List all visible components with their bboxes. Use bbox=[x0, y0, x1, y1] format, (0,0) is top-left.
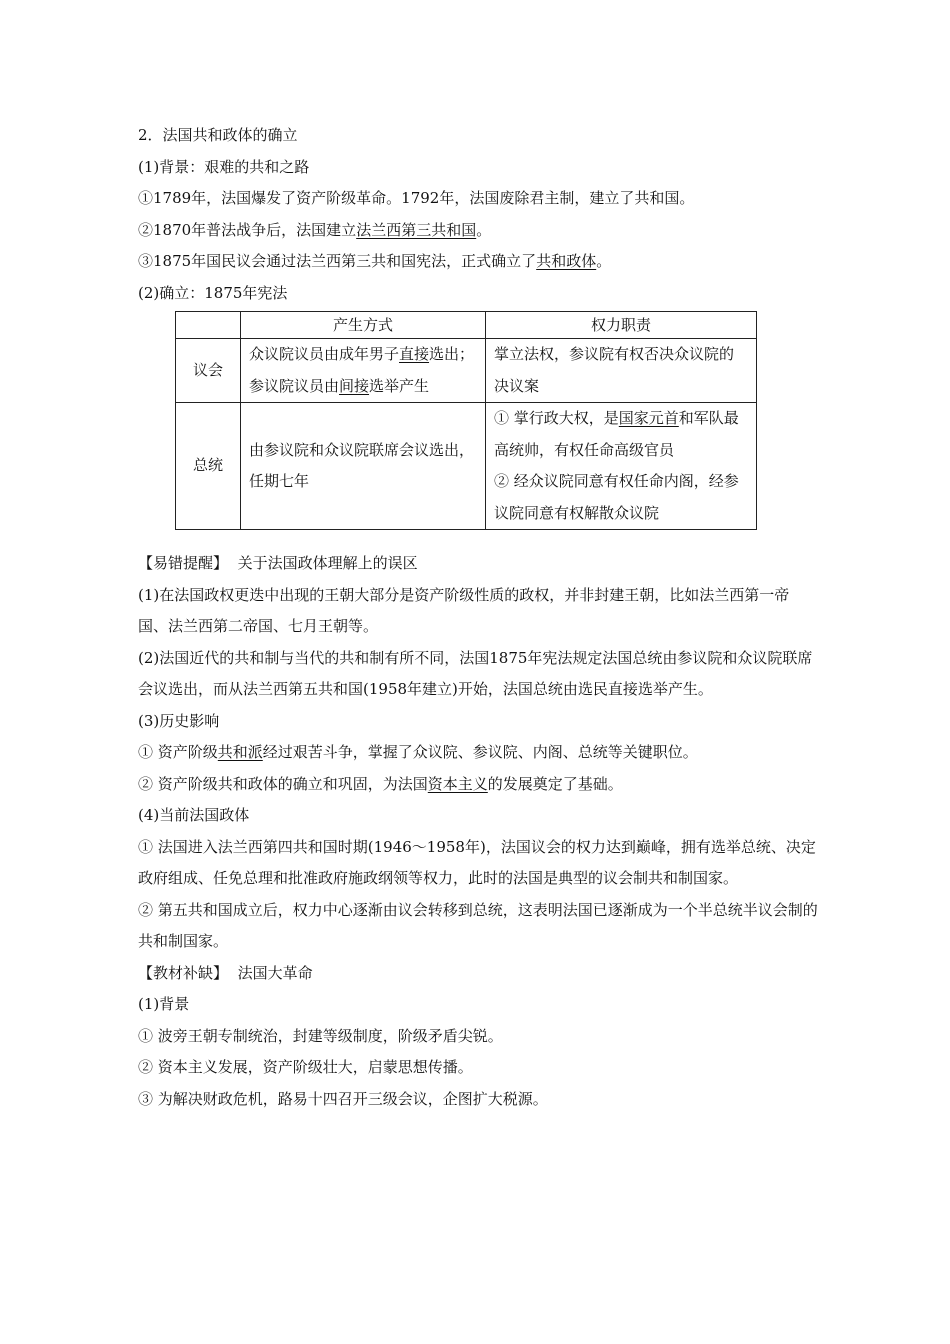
document-body bbox=[138, 120, 818, 1115]
background-heading: (1)背景：艰难的共和之路 bbox=[138, 157, 310, 176]
text-segment: 。 bbox=[476, 220, 492, 239]
text-segment: ③1875年国民议会通过法兰西第三共和国宪法，正式确立了 bbox=[138, 252, 537, 270]
underlined-term: 国家元首 bbox=[618, 409, 679, 427]
supplement-background-heading: (1)背景 bbox=[138, 995, 190, 1013]
tip-paragraph-1: (1)在法国政权更迭中出现的王朝大部分是资产阶级性质的政权，并非封建王朝，比如法兰西第一帝国、法兰西第二帝国、七月王朝等。 bbox=[138, 585, 790, 635]
background-item-1: ①1789年，法国爆发了资产阶级革命。1792年，法国废除君主制，建立了共和国。 bbox=[138, 189, 695, 207]
background-item-2 bbox=[138, 215, 818, 247]
table-header-method: 产生方式 bbox=[241, 312, 486, 339]
text-segment: ② 资产阶级共和政体的确立和巩固，为法国 bbox=[138, 774, 428, 793]
text-segment: 经过艰苦斗争，掌握了众议院、参议院、内阁、总统等关键职位。 bbox=[262, 743, 698, 761]
parliament-method-cell bbox=[241, 339, 486, 403]
table-row bbox=[176, 339, 757, 403]
supplement-title: 法国大革命 bbox=[237, 963, 313, 982]
impact-heading: (3)历史影响 bbox=[138, 711, 220, 730]
text-segment: 和军队最高统帅，有权任命高级官员 bbox=[494, 409, 739, 459]
tip-paragraph-2: (2)法国近代的共和制与当代的共和制有所不同，法国1875年宪法规定法国总统由参议院和众议院联席会议选出，而从法兰西第五共和国(1958年建立)开始，法国总统由选民直接选举产生。 bbox=[138, 648, 813, 698]
current-item-1: ① 法国进入法兰西第四共和国时期(1946～1958年)，法国议会的权力达到巅峰，拥有选举总统、决定政府组成、任免总理和批准政府施政纲领等权力，此时的法国是典型的议会制共和制国家。 bbox=[138, 837, 816, 887]
underlined-term: 资本主义 bbox=[427, 774, 488, 793]
text-segment: ②1870年普法战争后，法国建立 bbox=[138, 220, 357, 239]
text-segment: 的发展奠定了基础。 bbox=[487, 774, 623, 793]
parliament-power-cell: 掌立法权，参议院有权否决众议院的决议案 bbox=[486, 339, 757, 403]
impact-item-2 bbox=[138, 769, 818, 801]
establishment-heading: (2)确立：1875年宪法 bbox=[138, 283, 288, 302]
president-power-cell bbox=[486, 403, 757, 530]
underlined-term: 法兰西第三共和国 bbox=[356, 220, 477, 239]
president-power-1 bbox=[494, 403, 748, 466]
supplement-item-1: ① 波旁王朝专制统治，封建等级制度，阶级矛盾尖锐。 bbox=[138, 1026, 503, 1045]
table-row bbox=[176, 403, 757, 530]
underlined-term: 共和政体 bbox=[536, 252, 597, 270]
underlined-term: 直接 bbox=[399, 345, 430, 363]
current-heading: (4)当前法国政体 bbox=[138, 806, 250, 824]
text-segment: 选出；参议院议员由 bbox=[249, 345, 475, 395]
president-method-cell: 由参议院和众议院联席会议选出，任期七年 bbox=[241, 403, 486, 530]
row-label-parliament: 议会 bbox=[176, 339, 241, 403]
constitution-table bbox=[175, 311, 757, 530]
supplement-item-3: ③ 为解决财政危机，路易十四召开三级会议，企图扩大税源。 bbox=[138, 1089, 548, 1108]
supplement-label: 【教材补缺】 bbox=[138, 963, 229, 982]
supplement-heading bbox=[138, 958, 818, 990]
tip-heading bbox=[138, 548, 818, 580]
table-header-empty bbox=[176, 312, 241, 339]
table-header-power: 权力职责 bbox=[486, 312, 757, 339]
supplement-item-2: ② 资本主义发展，资产阶级壮大，启蒙思想传播。 bbox=[138, 1058, 473, 1076]
table-header-row bbox=[176, 312, 757, 339]
row-label-president: 总统 bbox=[176, 403, 241, 530]
tip-title: 关于法国政体理解上的误区 bbox=[237, 554, 418, 572]
text-segment: 。 bbox=[596, 252, 612, 270]
section-title: 2．法国共和政体的确立 bbox=[138, 126, 298, 144]
impact-item-1 bbox=[138, 737, 818, 769]
current-item-2: ② 第五共和国成立后，权力中心逐渐由议会转移到总统，这表明法国已逐渐成为一个半总统半议会制的共和制国家。 bbox=[138, 900, 818, 950]
president-power-2: ② 经众议院同意有权任命内阁，经参议院同意有权解散众议院 bbox=[494, 472, 739, 522]
text-segment: ① 资产阶级 bbox=[138, 743, 218, 761]
tip-label: 【易错提醒】 bbox=[138, 554, 229, 572]
text-segment: 众议院议员由成年男子 bbox=[249, 345, 400, 363]
text-segment: 选举产生 bbox=[369, 376, 430, 395]
background-item-3 bbox=[138, 246, 818, 278]
underlined-term: 共和派 bbox=[217, 743, 263, 761]
text-segment: ① 掌行政大权，是 bbox=[494, 409, 619, 427]
underlined-term: 间接 bbox=[339, 376, 370, 395]
